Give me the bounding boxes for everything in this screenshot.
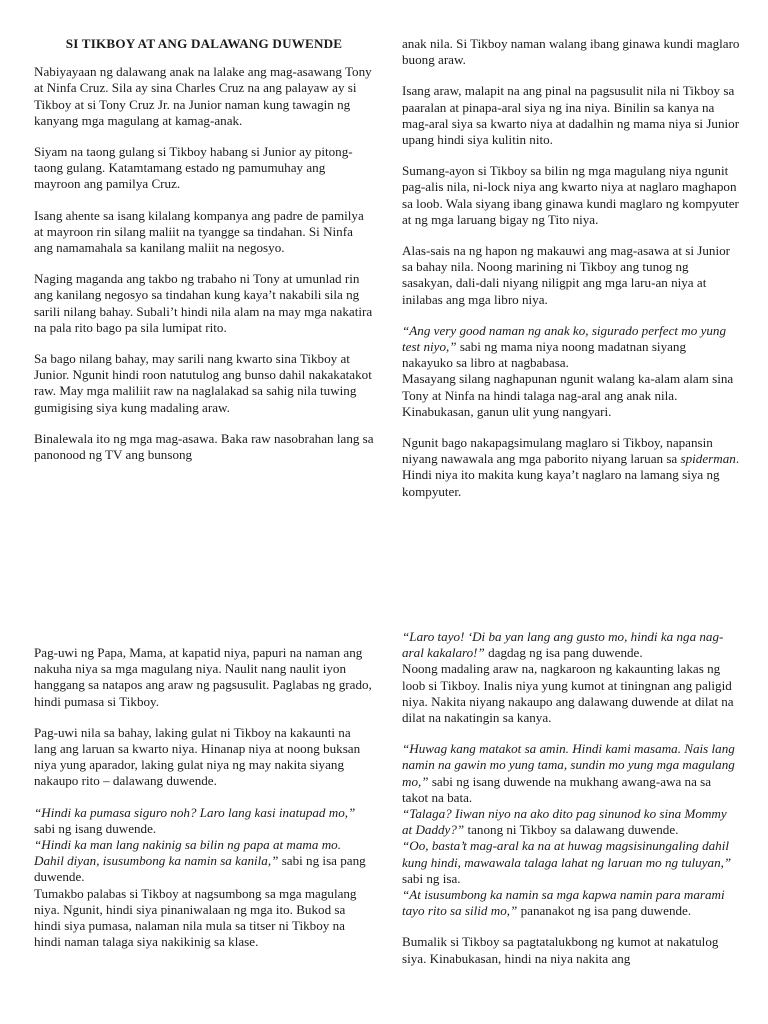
dialogue-quote: “Ang very good naman ng anak ko, sigurado perfect mo yung test niyo,” bbox=[402, 322, 727, 355]
paragraph: Binalewala ito ng mga mag-asawa. Baka raw nasobrahan lang sa panonood ng TV ang bunsong bbox=[34, 430, 374, 463]
paragraph bbox=[402, 435, 740, 500]
dialogue-paragraph bbox=[402, 629, 740, 661]
text-run: Ngunit bago nakapagsimulang maglaro si Tikboy, napansin niyang nawawala ang mga paborito niyang laruan sa bbox=[402, 435, 713, 467]
paragraph: Pag-uwi nila sa bahay, laking gulat ni Tikboy na kakaunti na lang ang laruan sa kwarto niya. Hinanap niya at noong buksan niya yung aparador, laking gulat niya ng may nakita siyang nakaupo rito – dalawang duwende. bbox=[34, 724, 361, 789]
paragraph: Pag-uwi ng Papa, Mama, at kapatid niya, papuri na naman ang nakuha niya sa mga magulang niya. Naulit nang naulit iyon hanggang sa natapos ang araw ng pagsusulit. Paglabas ng grado, hindi pumasa si Tikboy. bbox=[34, 645, 372, 709]
paragraph: Tumakbo palabas si Tikboy at nagsumbong sa mga magulang niya. Ngunit, hindi siya pinaniwalaan ng mga ito. Bukod sa hindi siya pumasa, nalaman nila mula sa titser ni Tikboy na hindi naman talaga siya nakikinig sa klase. bbox=[34, 885, 357, 950]
dialogue-paragraph bbox=[402, 838, 740, 887]
dialogue-tag: sabi ng isa pang duwende. bbox=[34, 853, 366, 885]
dialogue-quote: “Hindi ka man lang nakinig sa bilin ng papa at mama mo. Dahil diyan, isusumbong ka namin sa kanila,” bbox=[34, 837, 341, 869]
dialogue-paragraph bbox=[34, 805, 374, 837]
dialogue-quote: “At isusumbong ka namin sa mga kapwa namin para marami tayo rito sa silid mo,” bbox=[402, 887, 725, 919]
paragraph: Masayang silang naghapunan ngunit walang ka-alam alam sina Tony at Ninfa na hindi talaga nag-aral ang anak nila. Kinabukasan, ganun ulit yung nangyari. bbox=[402, 371, 734, 419]
page2-column-left bbox=[34, 645, 374, 965]
dialogue-paragraph bbox=[402, 806, 740, 838]
page2-column-right bbox=[402, 629, 740, 982]
paragraph: anak nila. Si Tikboy naman walang ibang ginawa kundi maglaro buong araw. bbox=[402, 36, 740, 68]
dialogue-quote: “Laro tayo! ‘Di ba yan lang ang gusto mo, hindi ka nga nag-aral kakalaro!” bbox=[402, 629, 724, 661]
dialogue-tag: sabi ng mama niya noong madatnan siyang nakayuko sa libro at nagbabasa. bbox=[402, 339, 687, 371]
dialogue-paragraph bbox=[402, 323, 740, 372]
dialogue-paragraph bbox=[402, 741, 740, 806]
dialogue-tag: tanong ni Tikboy sa dalawang duwende. bbox=[464, 822, 679, 838]
paragraph: Nabiyayaan ng dalawang anak na lalake ang mag-asawang Tony at Ninfa Cruz. Sila ay sina Charles Cruz na ang palayaw ay si Tikboy at si Tony Cruz Jr. na Junior naman kung tawagin ng kanyang mga magulang at kamag-anak. bbox=[34, 64, 372, 128]
dialogue-tag: sabi ng isa. bbox=[402, 870, 461, 886]
dialogue-tag: sabi ng isang duwende. bbox=[34, 820, 157, 836]
text-run: . Hindi niya ito makita kung kaya’t naglaro na lamang siya ng kompyuter. bbox=[402, 451, 740, 499]
dialogue-tag: sabi ng isang duwende na mukhang awang-awa na sa takot na bata. bbox=[402, 773, 712, 805]
dialogue-quote: “Talaga? Iiwan niyo na ako dito pag sinunod ko sina Mommy at Daddy?” bbox=[402, 806, 727, 838]
paragraph: Isang araw, malapit na ang pinal na pagsusulit nila ni Tikboy sa paaralan at pinapa-aral siya ng ina niya. Binilin sa kanya na mag-aral siya sa kwarto niya at dadalhin ng mama niya si Junior upang hindi siya kulitin nito. bbox=[402, 83, 740, 148]
dialogue-tag: pananakot ng isa pang duwende. bbox=[517, 903, 692, 919]
paragraph: Isang ahente sa isang kilalang kompanya ang padre de pamilya at mayroon rin silang maliit na tyangge sa tindahan. Si Ninfa ang namamahala sa kanilang maliit na negosyo. bbox=[34, 207, 364, 256]
page1-column-right bbox=[402, 36, 740, 515]
dialogue-tag: dagdag ng isa pang duwende. bbox=[484, 645, 643, 661]
dialogue-quote: “Oo, basta’t mag-aral ka na at huwag magsisinungaling dahil kung hindi, mawawala talaga lahat ng laruan mo ng tuluyan,” bbox=[402, 838, 732, 870]
page1-column-left bbox=[34, 36, 374, 478]
dialogue-quote: “Hindi ka pumasa siguro noh? Laro lang kasi inatupad mo,” bbox=[34, 804, 356, 820]
paragraph: Siyam na taong gulang si Tikboy habang si Junior ay pitong-taong gulang. Katamtamang estado ng pamumuhay ang mayroon ang pamilya Cruz. bbox=[34, 144, 353, 192]
paragraph: Naging maganda ang takbo ng trabaho ni Tony at umunlad rin ang kanilang negosyo sa tindahan kung kaya’t nakabili sila ng sarili nilang bahay. Subali’t hindi nila alam na may mga nakatira na pala rito bago pa sila lumipat rito. bbox=[34, 271, 373, 335]
emphasis-text: spiderman bbox=[680, 451, 736, 467]
paragraph: Bumalik si Tikboy sa pagtatalukbong ng kumot at nakatulog siya. Kinabukasan, hindi na niya nakita ang bbox=[402, 934, 719, 966]
paragraph: Sa bago nilang bahay, may sarili nang kwarto sina Tikboy at Junior. Ngunit hindi roon natutulog ang bunso dahil nakakatakot raw. May mga maliliit raw na naglalakad sa sahig nila tuwing gumigising siya kung madaling araw. bbox=[34, 351, 372, 415]
dialogue-paragraph bbox=[402, 887, 740, 919]
dialogue-paragraph bbox=[34, 837, 374, 886]
paragraph: Noong madaling araw na, nagkaroon ng kakaunting lakas ng loob si Tikboy. Inalis niya yung kumot at tiningnan ang paligid niya. Nakita niyang nakaupo ang dalawang duwende at dilat na dilat na nakatingin sa kanya. bbox=[402, 661, 734, 726]
story-title: SI TIKBOY AT ANG DALAWANG DUWENDE bbox=[65, 36, 343, 51]
paragraph: Sumang-ayon si Tikboy sa bilin ng mga magulang niya ngunit pag-alis nila, ni-lock niya ang kwarto niya at naglaro maghapon sa loob. Wala siyang ibang ginawa kundi maglaro ng kompyuter at ng mga laruang bigay ng Tito niya. bbox=[402, 163, 739, 227]
paragraph: Alas-sais na ng hapon ng makauwi ang mag-asawa at si Junior sa bahay nila. Noong marining ni Tikboy ang tunog ng sasakyan, dali-dali niyang niligpit ang mga laru-an niya at inilabas ang mga libro niya. bbox=[402, 243, 730, 307]
dialogue-quote: “Huwag kang matakot sa amin. Hindi kami masama. Nais lang namin na gawin mo yung tama, sundin mo yung mga magulang mo,” bbox=[402, 741, 735, 789]
